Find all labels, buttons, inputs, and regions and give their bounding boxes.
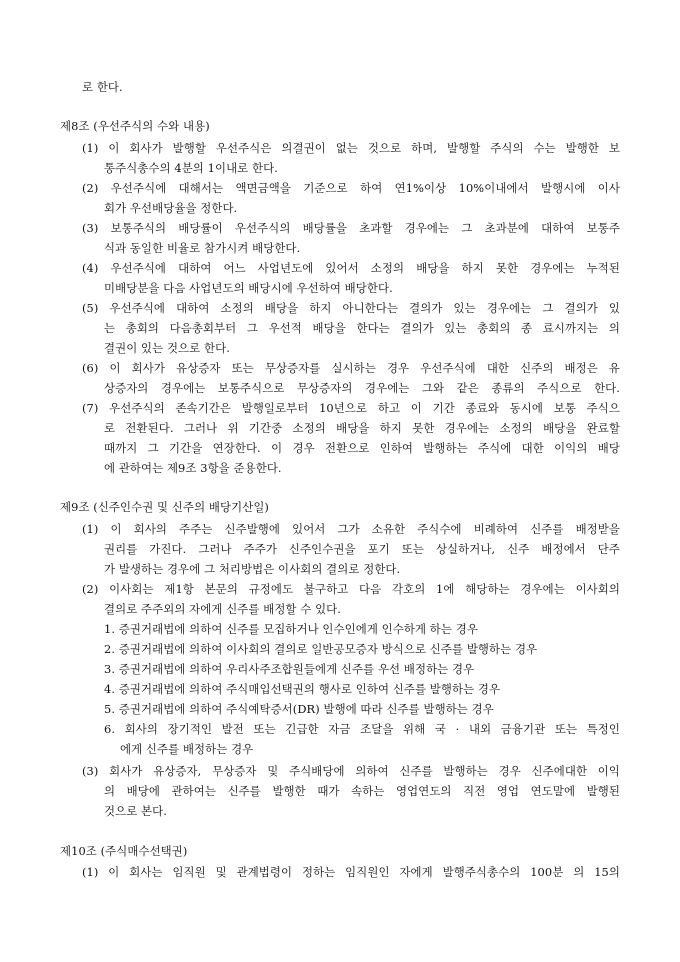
article-8-item-5-line-1: (5) 우선주식에 대하여 소정의 배당을 하지 아니한다는 결의가 있는 경우에는 그 결의가 있 [82, 301, 620, 315]
article-8-item-4-line-1: (4) 우선주식에 대하여 어느 사업년도에 있어서 소정의 배당을 하지 못한 경우에는 누적된 [82, 261, 620, 275]
article-8-item-1-line-2: 통주식총수의 4분의 1이내로 한다. [104, 161, 278, 175]
article-8-item-3-line-1: (3) 보통주식의 배당률이 우선주식의 배당률을 초과할 경우에는 그 초과분에 대하여 보통주 [82, 221, 620, 235]
article-8-item-6-line-1: (6) 이 회사가 유상증자 또는 무상증자를 실시하는 경우 우선주식에 대한 신주의 배정은 유 [82, 361, 620, 375]
article-9-item-2-subitem-1: 1. 증권거래법에 의하여 신주를 모집하거나 인수인에게 인수하게 하는 경우 [104, 622, 478, 636]
article-8-item-6-line-2: 상증자의 경우에는 보통주식으로 무상증자의 경우에는 그와 같은 종류의 주식으로 한다. [104, 381, 620, 395]
article-9-item-3-line-3: 것으로 본다. [104, 804, 167, 818]
article-8-item-1-line-1: (1) 이 회사가 발행할 우선주식은 의결권이 없는 것으로 하며, 발행할 주식의 수는 발행한 보 [82, 141, 620, 155]
article-8-item-5-line-2: 는 총회의 다음총회부터 그 우선적 배당을 한다는 결의가 있는 총회의 종 료시까지는 의 [104, 321, 620, 335]
article-8-item-7-line-1: (7) 우선주식의 존속기간은 발행일로부터 10년으로 하고 이 기간 종료와 동시에 보통 주식으 [82, 401, 620, 415]
article-9-item-2-subitem-4: 4. 증권거래법에 의하여 주식매입선택권의 행사로 인하여 신주를 발행하는 경우 [104, 682, 501, 696]
article-9-item-2-subitem-5: 5. 증권거래법에 의하여 주식예탁증서(DR) 발행에 따라 신주를 발행하는 경우 [104, 702, 494, 716]
article-9-item-2-subitem-6-line-2: 에게 신주를 배정하는 경우 [120, 742, 254, 756]
article-8-item-5-line-3: 결권이 있는 것으로 한다. [104, 341, 230, 355]
article-8-item-3-line-2: 식과 동일한 비율로 참가시켜 배당한다. [104, 241, 301, 255]
article-9-item-1-line-2: 권리를 가진다. 그러나 주주가 신주인수권을 포기 또는 상실하거나, 신주 배정에서 단주 [104, 542, 620, 556]
article-9-item-2-subitem-3: 3. 증권거래법에 의하여 우리사주조합원들에게 신주를 우선 배정하는 경우 [104, 662, 475, 676]
article-8-item-4-line-2: 미배당분을 다음 사업년도의 배당시에 우선하여 배당한다. [104, 281, 393, 295]
article-8-heading: 제8조 (우선주식의 수와 내용) [60, 119, 210, 133]
article-9-heading: 제9조 (신주인수권 및 신주의 배당기산일) [60, 500, 269, 514]
article-8-item-7-line-2: 로 전환된다. 그러나 위 기간중 소정의 배당을 하지 못한 경우에는 소정의 배당을 완료할 [104, 421, 620, 435]
article-8-item-2-line-1: (2) 우선주식에 대해서는 액면금액을 기준으로 하여 연1%이상 10%이내에서 발행시에 이사 [82, 181, 620, 195]
article-9-item-1-line-1: (1) 이 회사의 주주는 신주발행에 있어서 그가 소유한 주식수에 비례하여 신주를 배정받을 [82, 522, 620, 536]
article-9-item-2-line-2: 결의로 주주외의 자에게 신주를 배정할 수 있다. [104, 602, 342, 616]
article-8-item-7-line-3: 때까지 그 기간을 연장한다. 이 경우 전환으로 인하여 발행하는 주식에 대한 이익의 배당 [104, 441, 620, 455]
article-8-item-7-line-4: 에 관하여는 제9조 3항을 준용한다. [104, 461, 282, 475]
article-9-item-2-subitem-6-line-1: 6. 회사의 장기적인 발전 또는 긴급한 자금 조달을 위해 국 · 내외 금융기관 또는 특정인 [104, 722, 620, 736]
article-9-item-3-line-2: 의 배당에 관하여는 신주를 발행한 때가 속하는 영업연도의 직전 영업 연도말에 발행된 [104, 784, 620, 798]
article-9-item-1-line-3: 가 발생하는 경우에 그 처리방법은 이사회의 결의로 정한다. [104, 562, 401, 576]
article-9-item-2-subitem-2: 2. 증권거래법에 의하여 이사회의 결의로 일반공모증자 방식으로 신주를 발행하는 경우 [104, 642, 538, 656]
article-8-item-2-line-2: 회가 우선배당율을 정한다. [104, 201, 238, 215]
article-10-item-1-line-1: (1) 이 회사는 임직원 및 관계법령이 정하는 임직원인 자에게 발행주식총수의 100분 의 15의 [82, 865, 620, 879]
continuation-text: 로 한다. [82, 80, 123, 94]
article-9-item-3-line-1: (3) 회사가 유상증자, 무상증자 및 주식배당에 의하여 신주를 발행하는 경우 신주에대한 이익 [82, 764, 620, 778]
article-9-item-2-line-1: (2) 이사회는 제1항 본문의 규정에도 불구하고 다음 각호의 1에 해당하는 경우에는 이사회의 [82, 582, 620, 596]
article-10-heading: 제10조 (주식매수선택권) [60, 844, 188, 858]
